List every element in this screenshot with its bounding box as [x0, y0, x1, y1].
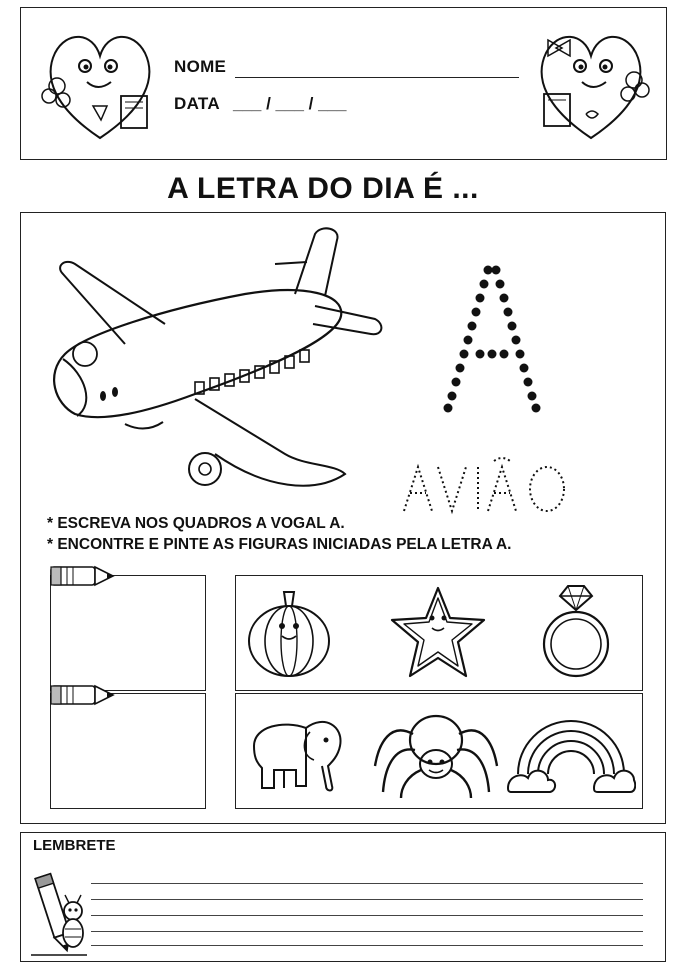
elephant-icon[interactable]: [244, 706, 349, 801]
writing-line[interactable]: [91, 899, 643, 900]
figure-row: [235, 575, 643, 691]
page-title: A LETRA DO DIA É ...: [167, 172, 479, 205]
instructions: [47, 513, 511, 555]
spider-icon[interactable]: [371, 702, 501, 802]
dotted-word-aviao: [402, 455, 577, 515]
heart-character-icon: [35, 18, 165, 148]
writing-line[interactable]: [91, 915, 643, 916]
write-box[interactable]: [50, 575, 206, 691]
pencil-character-icon: [29, 867, 89, 959]
writing-line[interactable]: [91, 931, 643, 932]
rainbow-icon[interactable]: [506, 704, 636, 799]
pencil-icon: [47, 682, 117, 708]
name-line[interactable]: [235, 77, 519, 78]
reminder-box: [20, 832, 666, 962]
name-label: NOME: [174, 57, 227, 76]
date-blanks[interactable]: ___ / ___ / ___: [233, 94, 347, 113]
airplane-icon: [45, 224, 390, 509]
writing-line[interactable]: [91, 945, 643, 946]
writing-line[interactable]: [91, 883, 643, 884]
star-icon[interactable]: [386, 582, 491, 682]
instruction-item: * ENCONTRE E PINTE AS FIGURAS INICIADAS PELA LETRA A.: [47, 536, 512, 553]
heart-character-icon: [526, 18, 656, 148]
date-label: DATA: [174, 94, 220, 113]
pencil-icon: [47, 563, 117, 589]
instruction-item: * ESCREVA NOS QUADROS A VOGAL A.: [47, 515, 345, 532]
figure-row: [235, 693, 643, 809]
header-box: [20, 7, 667, 160]
ring-icon[interactable]: [536, 582, 616, 682]
reminder-label: LEMBRETE: [33, 837, 116, 854]
write-box[interactable]: [50, 693, 206, 809]
dotted-letter-a: [430, 262, 550, 417]
pumpkin-icon[interactable]: [244, 586, 334, 681]
